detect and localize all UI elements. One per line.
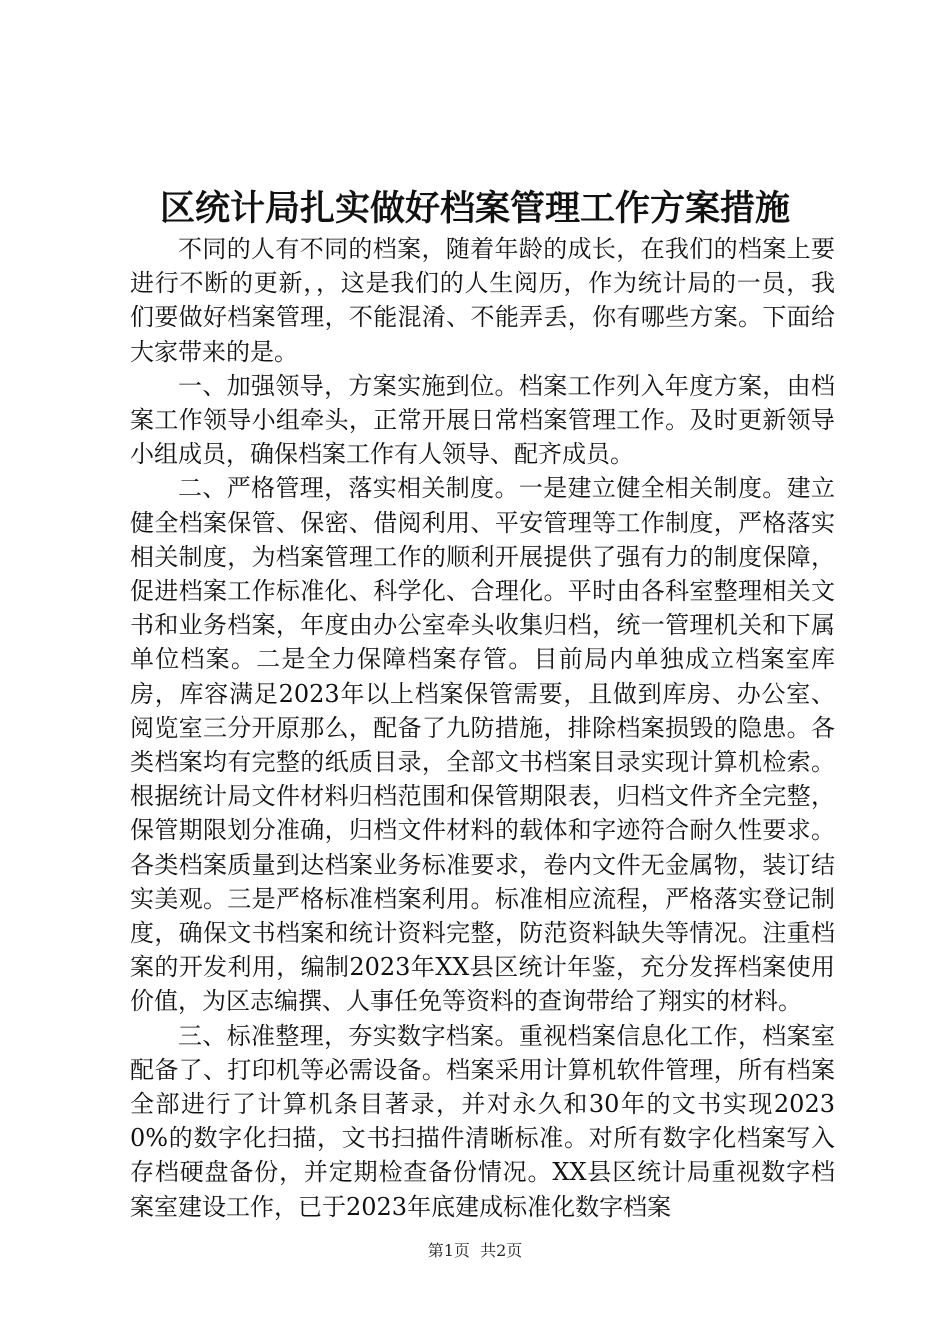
document-body [130, 232, 835, 1224]
paragraph-section-2: 二、严格管理，落实相关制度。一是建立健全相关制度。建立健全档案保管、保密、借阅利用、平安管理等工作制度，严格落实相关制度，为档案管理工作的顺利开展提供了强有力的制度保障，促进档案工作标准化、科学化、合理化。平时由各科室整理相关文书和业务档案，年度由办公室牵头收集归档，统一管理机关和下属单位档案。二是全力保障档案存管。目前局内单独成立档案室库房，库容满足2023年以上档案保管需要，且做到库房、办公室、阅览室三分开原那么，配备了九防措施，排除档案损毁的隐患。各类档案均有完整的纸质目录，全部文书档案目录实现计算机检索。根据统计局文件材料归档范围和保管期限表，归档文件齐全完整，保管期限划分准确，归档文件材料的载体和字迹符合耐久性要求。各类档案质量到达档案业务标准要求，卷内文件无金属物，装订结实美观。三是严格标准档案利用。标准相应流程，严格落实登记制度，确保文书档案和统计资料完整，防范资料缺失等情况。注重档案的开发利用，编制2023年XX县区统计年鉴，充分发挥档案使用价值，为区志编撰、人事任免等资料的查询带给了翔实的材料。 [130, 474, 835, 1016]
page-total: 共2页 [480, 1241, 523, 1260]
paragraph-section-1: 一、加强领导，方案实施到位。档案工作列入年度方案，由档案工作领导小组牵头，正常开展日常档案管理工作。及时更新领导小组成员，确保档案工作有人领导、配齐成员。 [130, 371, 835, 469]
footer-separator [470, 1241, 480, 1260]
document-title: 区统计局扎实做好档案管理工作方案措施 [159, 188, 790, 229]
page-number: 第1页 [427, 1241, 470, 1260]
page-footer [0, 1240, 950, 1262]
paragraph-section-3: 三、标准整理，夯实数字档案。重视档案信息化工作，档案室配备了、打印机等必需设备。档案采用计算机软件管理，所有档案全部进行了计算机条目著录，并对永久和30年的文书实现20230%的数字化扫描，文书扫描件清晰标准。对所有数字化档案写入存档硬盘备份，并定期检查备份情况。XX县区统计局重视数字档案室建设工作，已于2023年底建成标准化数字档案 [130, 1021, 835, 1221]
paragraph-intro: 不同的人有不同的档案，随着年龄的成长，在我们的档案上要进行不断的更新，，这是我们的人生阅历，作为统计局的一员，我们要做好档案管理，不能混淆、不能弄丢，你有哪些方案。下面给大家带来的是。 [130, 235, 835, 366]
